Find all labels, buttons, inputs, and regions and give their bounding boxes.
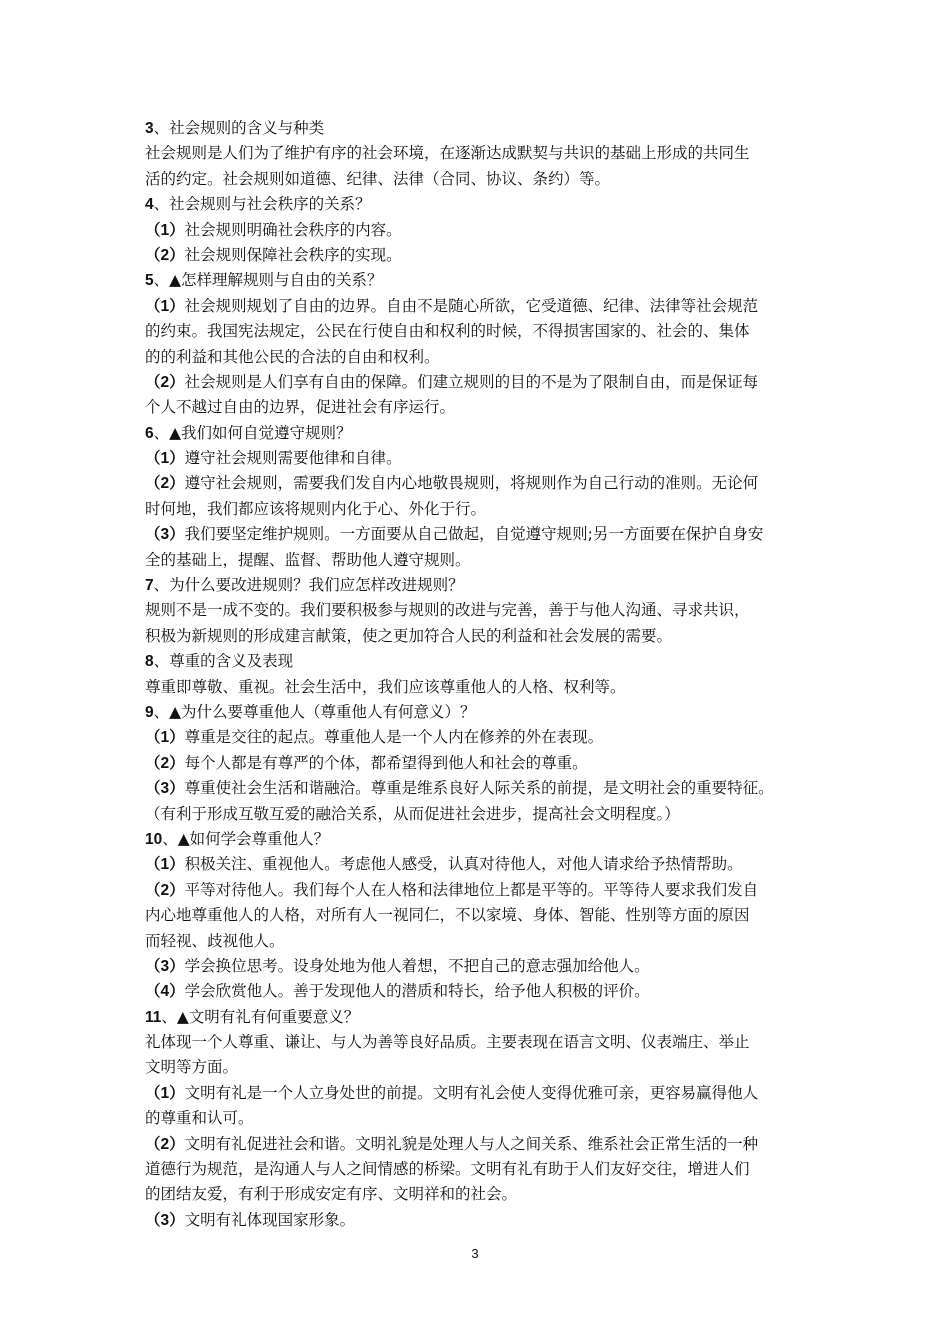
text-line	[145, 218, 815, 243]
item-number: （1）	[145, 729, 185, 747]
line-text: 文明有礼是一个人立身处世的前提。文明有礼会使人变得优雅可亲，更容易赢得他人	[184, 1083, 759, 1102]
text-line	[145, 1005, 815, 1030]
item-number: （1）	[145, 1084, 185, 1102]
text-line	[145, 294, 815, 319]
line-text: 的约束。我国宪法规定，公民在行使自由和权利的时候，不得损害国家的、社会的、集体	[145, 322, 750, 341]
text-line	[145, 776, 815, 801]
text-line	[145, 802, 815, 827]
item-number: 8	[145, 653, 154, 671]
text-line	[145, 268, 815, 293]
text-line	[145, 700, 815, 725]
text-line	[145, 1030, 815, 1055]
line-text: 、▲我们如何自觉遵守规则？	[153, 423, 352, 442]
line-text: 内心地尊重他人的人格，对所有人一视同仁，不以家境、身体、智能、性别等方面的原因	[145, 906, 750, 925]
text-line	[145, 471, 815, 496]
item-number: （2）	[145, 881, 185, 899]
item-number: 3	[145, 120, 154, 137]
line-text: 每个人都是有尊严的个体，都希望得到他人和社会的尊重。	[184, 753, 588, 772]
text-line	[145, 446, 815, 471]
line-text: 、▲为什么要尊重他人（尊重他人有何意义）？	[153, 702, 476, 721]
text-line	[145, 345, 815, 370]
line-text: 的的利益和其他公民的合法的自由和权利。	[145, 347, 440, 366]
line-text: 学会换位思考。设身处地为他人着想，不把自己的意志强加给他人。	[184, 956, 650, 975]
text-line	[145, 548, 815, 573]
line-text: 、▲怎样理解规则与自由的关系？	[153, 271, 383, 290]
text-line	[145, 1157, 815, 1182]
line-text: 文明有礼促进社会和谐。文明礼貌是处理人与人之间关系、维系社会正常生活的一种	[184, 1134, 759, 1153]
line-text: 时何地，我们都应该将规则内化于心、外化于行。	[145, 499, 487, 518]
item-number: 10	[145, 830, 163, 848]
text-line	[145, 878, 815, 903]
line-text: 全的基础上，提醒、监督、帮助他人遵守规则。	[145, 550, 471, 569]
page-number: 3	[471, 1246, 479, 1261]
text-line	[145, 395, 815, 420]
text-line	[145, 624, 815, 649]
line-text: 个人不越过自由的边界，促进社会有序运行。	[145, 398, 456, 417]
line-text: 尊重使社会生活和谐融洽。尊重是维系良好人际关系的前提，是文明社会的重要特征。	[184, 779, 774, 798]
text-line	[145, 649, 815, 674]
document-body	[145, 116, 815, 1233]
line-text: 遵守社会规则，需要我们发自内心地敬畏规则，将规则作为自己行动的准则。无论何	[184, 474, 759, 493]
text-line	[145, 167, 815, 192]
line-text: 文明有礼体现国家形象。	[184, 1210, 356, 1229]
item-number: 7	[145, 577, 154, 595]
item-number: （1）	[145, 297, 185, 315]
line-text: 尊重即尊敬、重视。社会生活中，我们应该尊重他人的人格、权利等。	[145, 677, 626, 696]
text-line	[145, 1208, 815, 1233]
item-number: 11	[145, 1008, 162, 1026]
text-line	[145, 827, 815, 852]
text-line	[145, 1106, 815, 1131]
line-text: 道德行为规范，是沟通人与人之间情感的桥梁。文明有礼有助于人们友好交往，增进人们	[145, 1160, 750, 1179]
text-line	[145, 522, 815, 547]
item-number: 9	[145, 703, 154, 721]
item-number: 6	[145, 424, 154, 442]
text-line	[145, 852, 815, 877]
text-line	[145, 141, 815, 166]
line-text: 积极关注、重视他人。考虑他人感受，认真对待他人，对他人请求给予热情帮助。	[184, 855, 743, 874]
text-line	[145, 370, 815, 395]
text-line	[145, 751, 815, 776]
line-text: 、社会规则的含义与种类	[153, 119, 325, 137]
item-number: （1）	[145, 221, 185, 239]
line-text: 、▲如何学会尊重他人？	[162, 829, 330, 848]
text-line	[145, 319, 815, 344]
line-text: 、▲文明有礼有何重要意义？	[161, 1007, 360, 1026]
item-number: 5	[145, 272, 154, 290]
item-number: （3）	[145, 526, 185, 544]
text-line	[145, 573, 815, 598]
text-line	[145, 1081, 815, 1106]
text-line	[145, 929, 815, 954]
line-text: 的尊重和认可。	[145, 1109, 254, 1128]
item-number: （3）	[145, 780, 185, 798]
text-line	[145, 192, 815, 217]
item-number: （2）	[145, 373, 185, 391]
text-line	[145, 675, 815, 700]
text-line	[145, 598, 815, 623]
text-line	[145, 1132, 815, 1157]
item-number: （2）	[145, 754, 185, 772]
line-text: 而轻视、歧视他人。	[145, 931, 285, 950]
text-line	[145, 903, 815, 928]
text-line	[145, 1182, 815, 1207]
line-text: 礼体现一个人尊重、谦让、与人为善等良好品质。主要表现在语言文明、仪表端庄、举止	[145, 1033, 750, 1052]
item-number: （1）	[145, 856, 185, 874]
line-text: 社会规则是人们为了维护有序的社会环境，在逐渐达成默契与共识的基础上形成的共同生	[145, 144, 750, 163]
item-number: （3）	[145, 1211, 185, 1229]
line-text: 学会欣赏他人。善于发现他人的潜质和特长，给予他人积极的评价。	[184, 982, 650, 1001]
item-number: （1）	[145, 450, 185, 468]
line-text: 活的约定。社会规则如道德、纪律、法律（合同、协议、条约）等。	[145, 169, 611, 188]
line-text: 社会规则保障社会秩序的实现。	[184, 245, 402, 264]
item-number: （4）	[145, 983, 185, 1001]
line-text: 、社会规则与社会秩序的关系？	[153, 195, 371, 214]
item-number: （2）	[145, 246, 185, 264]
text-line	[145, 979, 815, 1004]
text-line	[145, 421, 815, 446]
line-text: 文明等方面。	[145, 1058, 239, 1077]
line-text: 、为什么要改进规则？我们应怎样改进规则？	[153, 576, 464, 595]
item-number: （2）	[145, 1135, 185, 1153]
line-text: 规则不是一成不变的。我们要积极参与规则的改进与完善，善于与他人沟通、寻求共识，	[145, 601, 750, 620]
line-text: 平等对待他人。我们每个人在人格和法律地位上都是平等的。平等待人要求我们发自	[184, 880, 759, 899]
line-text: 的团结友爱，有利于形成安定有序、文明祥和的社会。	[145, 1185, 518, 1204]
item-number: （3）	[145, 957, 185, 975]
text-line	[145, 116, 815, 141]
line-text: 、尊重的含义及表现	[153, 652, 294, 671]
line-text: 尊重是交往的起点。尊重他人是一个人内在修养的外在表现。	[184, 728, 604, 747]
text-line	[145, 954, 815, 979]
line-text: 积极为新规则的形成建言献策，使之更加符合人民的利益和社会发展的需要。	[145, 626, 673, 645]
text-line	[145, 243, 815, 268]
line-text: 遵守社会规则需要他律和自律。	[184, 449, 402, 468]
text-line	[145, 725, 815, 750]
line-text: 社会规则是人们享有自由的保障。们建立规则的目的不是为了限制自由，而是保证每	[184, 372, 759, 391]
item-number: 4	[145, 196, 154, 214]
line-text: （有利于形成互敬互爱的融洽关系，从而促进社会进步，提高社会文明程度。）	[145, 804, 680, 823]
text-line	[145, 1055, 815, 1080]
line-text: 我们要坚定维护规则。一方面要从自己做起，自觉遵守规则;另一方面要在保护自身安	[184, 525, 764, 544]
line-text: 社会规则明确社会秩序的内容。	[184, 220, 402, 239]
line-text: 社会规则规划了自由的边界。自由不是随心所欲，它受道德、纪律、法律等社会规范	[184, 296, 759, 315]
text-line	[145, 497, 815, 522]
item-number: （2）	[145, 475, 185, 493]
